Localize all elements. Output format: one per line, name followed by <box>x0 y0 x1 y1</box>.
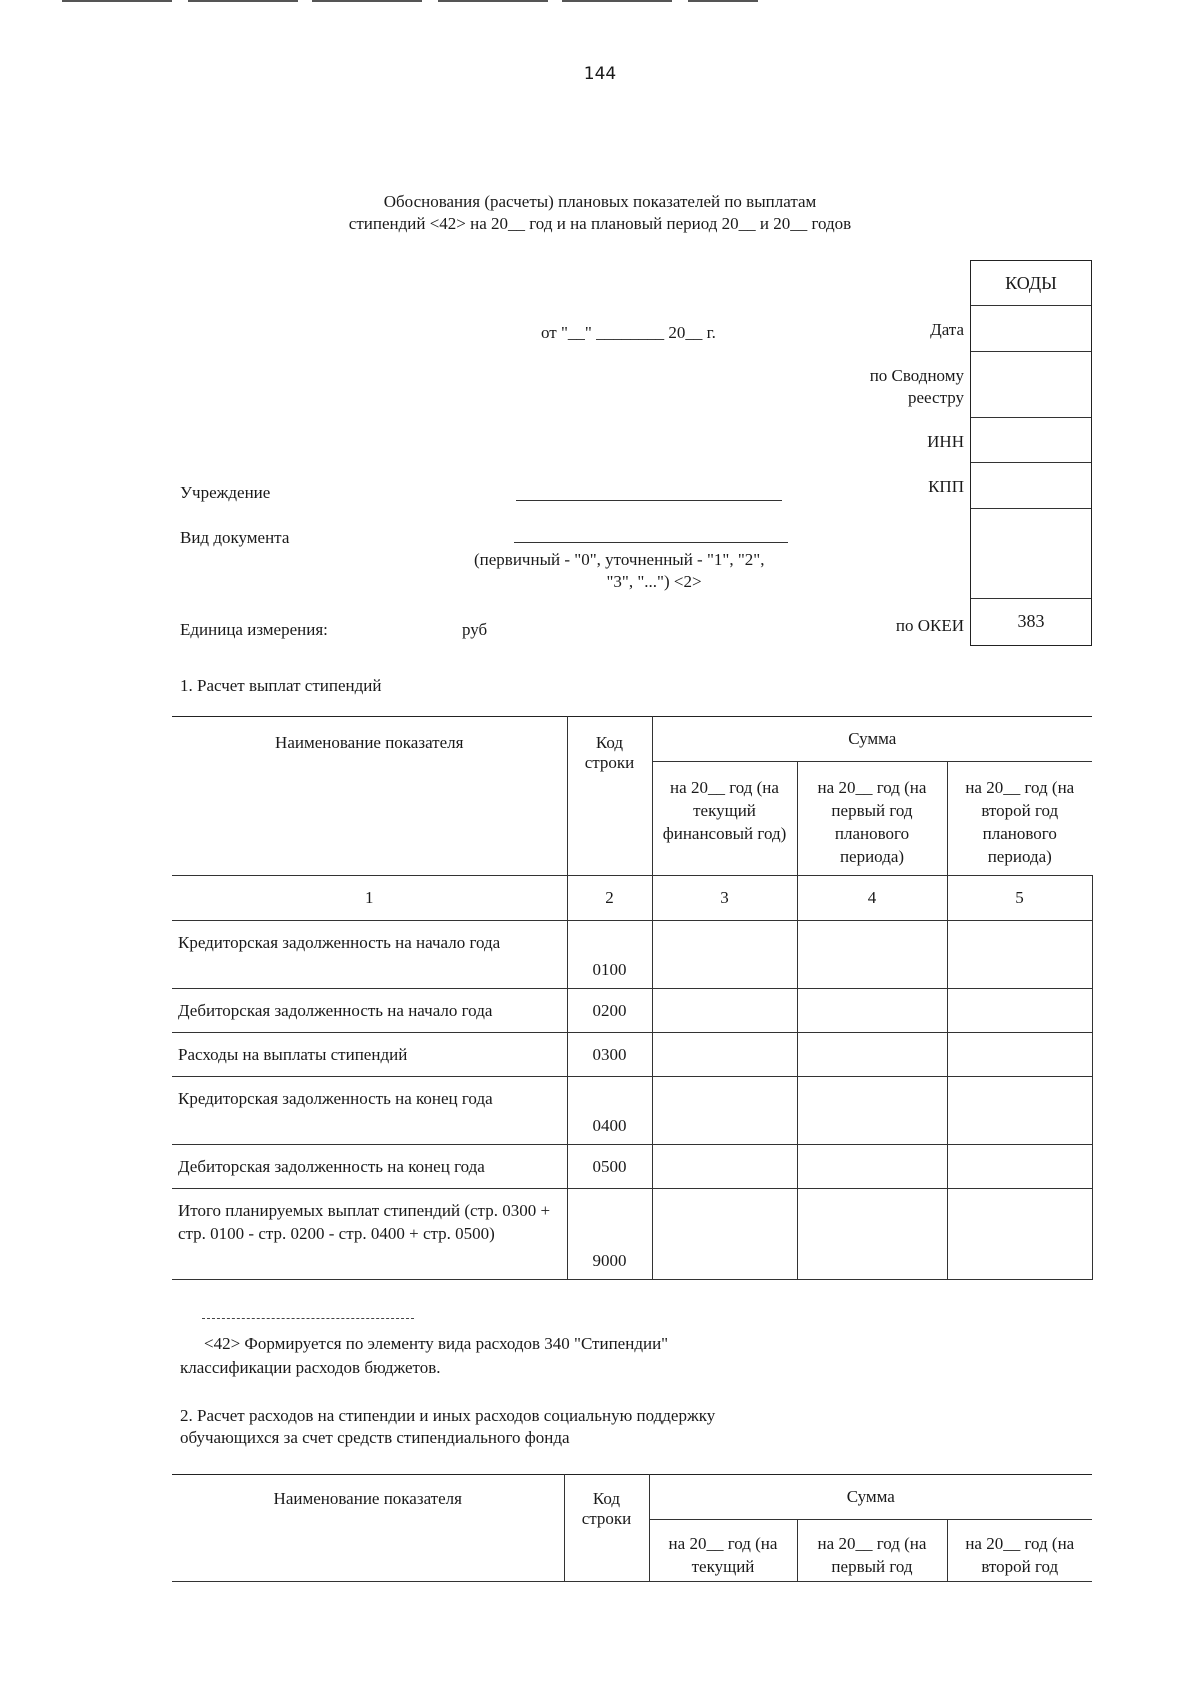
registry-label-1: по Сводному <box>869 366 964 385</box>
codes-box <box>970 260 1092 646</box>
doc-type-code-field[interactable] <box>971 509 1091 599</box>
row-code: 0400 <box>567 1077 652 1145</box>
s2-header-code: Код строки <box>564 1475 649 1582</box>
row-name: Кредиторская задолженность на конец года <box>172 1077 567 1145</box>
table-row <box>172 1077 1092 1145</box>
row-value-cell[interactable] <box>652 921 797 989</box>
page-number: 144 <box>583 64 617 84</box>
header-code: Код строки <box>567 717 652 876</box>
date-line: от "__" ________ 20__ г. <box>541 323 716 342</box>
section2-table <box>172 1474 1092 1582</box>
unit-label: Единица измерения: <box>180 620 328 639</box>
scan-edge-line <box>188 0 298 2</box>
row-value-cell[interactable] <box>652 989 797 1033</box>
scan-edge-line <box>62 0 172 2</box>
doc-type-label: Вид документа <box>180 528 290 547</box>
row-name: Итого планируемых выплат стипендий (стр. 0300 + стр. 0100 - стр. 0200 - стр. 0400 + стр. 0500) <box>172 1189 567 1280</box>
row-code: 0200 <box>567 989 652 1033</box>
inn-code-field[interactable] <box>971 418 1091 463</box>
row-value-cell[interactable] <box>797 1077 947 1145</box>
row-name: Кредиторская задолженность на начало года <box>172 921 567 989</box>
unit-value: руб <box>462 620 488 639</box>
table-row <box>172 921 1092 989</box>
col-number-1: 1 <box>172 876 567 921</box>
doc-type-hint-1: (первичный - "0", уточненный - "1", "2", <box>474 550 765 569</box>
row-value-cell[interactable] <box>947 921 1092 989</box>
row-value-cell[interactable] <box>652 1077 797 1145</box>
row-value-cell[interactable] <box>797 989 947 1033</box>
row-value-cell[interactable] <box>652 1145 797 1189</box>
header-name: Наименование показателя <box>172 717 567 876</box>
header-sum: Сумма <box>652 717 1092 762</box>
section2-title-1: 2. Расчет расходов на стипендии и иных расходов социальную поддержку <box>180 1406 716 1425</box>
s2-header-col3: на 20__ год (на текущий <box>649 1520 797 1582</box>
okei-label: по ОКЕИ <box>895 616 964 635</box>
row-value-cell[interactable] <box>947 1145 1092 1189</box>
inn-label: ИНН <box>927 432 964 451</box>
footnote <box>180 1332 860 1380</box>
scan-edge-line <box>312 0 422 2</box>
s2-header-sum: Сумма <box>649 1475 1092 1520</box>
row-value-cell[interactable] <box>947 1077 1092 1145</box>
row-code: 9000 <box>567 1189 652 1280</box>
row-name: Дебиторская задолженность на конец года <box>172 1145 567 1189</box>
okei-code-value: 383 <box>1017 611 1045 631</box>
doc-type-input-line[interactable] <box>514 542 788 543</box>
scan-edge-line <box>688 0 758 2</box>
row-value-cell[interactable] <box>797 1033 947 1077</box>
document-title-line-2: стипендий <42> на 20__ год и на плановый период 20__ и 20__ годов <box>348 214 852 233</box>
date-label: Дата <box>930 320 964 339</box>
row-value-cell[interactable] <box>947 1033 1092 1077</box>
row-code: 0500 <box>567 1145 652 1189</box>
scan-edge-line <box>438 0 548 2</box>
footnote-text-2: классификации расходов бюджетов. <box>180 1358 441 1377</box>
row-code: 0300 <box>567 1033 652 1077</box>
row-value-cell[interactable] <box>652 1033 797 1077</box>
row-value-cell[interactable] <box>797 1189 947 1280</box>
row-name: Расходы на выплаты стипендий <box>172 1033 567 1077</box>
registry-label-2: реестру <box>908 388 964 407</box>
s2-header-col5: на 20__ год (на второй год <box>947 1520 1092 1582</box>
row-value-cell[interactable] <box>797 921 947 989</box>
col-number-4: 4 <box>797 876 947 921</box>
row-value-cell[interactable] <box>947 1189 1092 1280</box>
footnote-separator <box>202 1318 414 1319</box>
s2-header-col4: на 20__ год (на первый год <box>797 1520 947 1582</box>
section1-title: 1. Расчет выплат стипендий <box>180 676 382 695</box>
footnote-text-1: <42> Формируется по элементу вида расходов 340 "Стипендии" <box>204 1334 669 1353</box>
kpp-code-field[interactable] <box>971 463 1091 509</box>
col-number-5: 5 <box>947 876 1092 921</box>
section1-table <box>172 716 1093 1280</box>
row-name: Дебиторская задолженность на начало года <box>172 989 567 1033</box>
header-col4: на 20__ год (на первый год планового периода) <box>797 762 947 876</box>
institution-input-line[interactable] <box>516 500 782 501</box>
table-row <box>172 989 1092 1033</box>
row-value-cell[interactable] <box>652 1189 797 1280</box>
scan-edge-line <box>562 0 672 2</box>
table-row <box>172 1145 1092 1189</box>
row-value-cell[interactable] <box>947 989 1092 1033</box>
col-number-3: 3 <box>652 876 797 921</box>
registry-code-field[interactable] <box>971 352 1091 418</box>
section2-title-2: обучающихся за счет средств стипендиального фонда <box>180 1428 570 1447</box>
date-code-field[interactable] <box>971 306 1091 352</box>
doc-type-hint-2: "3", "...") <2> <box>606 572 702 591</box>
codes-heading: КОДЫ <box>971 261 1091 306</box>
s2-header-name: Наименование показателя <box>172 1475 564 1582</box>
header-col5: на 20__ год (на второй год планового периода) <box>947 762 1092 876</box>
header-col3: на 20__ год (на текущий финансовый год) <box>652 762 797 876</box>
table-row <box>172 1033 1092 1077</box>
row-code: 0100 <box>567 921 652 989</box>
row-value-cell[interactable] <box>797 1145 947 1189</box>
table-row <box>172 1189 1092 1280</box>
col-number-2: 2 <box>567 876 652 921</box>
document-title-line-1: Обоснования (расчеты) плановых показателей по выплатам <box>383 192 817 211</box>
institution-label: Учреждение <box>180 483 271 502</box>
kpp-label: КПП <box>928 477 964 496</box>
